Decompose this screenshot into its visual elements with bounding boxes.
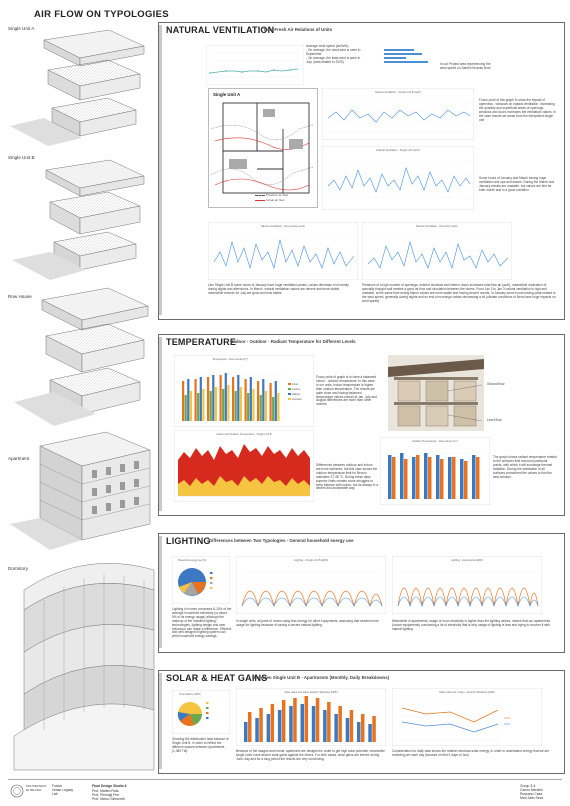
ventilation-side-bar [159, 25, 162, 315]
temperature-bar [245, 379, 247, 421]
temperature-bar [190, 391, 192, 421]
footer-lab: Fusion Urban Legacy Lab [52, 784, 74, 796]
temperature-bar [185, 395, 187, 421]
radiant-bar [428, 457, 432, 499]
lighting-caption-left: In single units, all parts of rooms using less energy for other equipments, assuming that needed more usage for lighting because of having a decent natural lighting. [236, 619, 379, 627]
poster-title: AIR FLOW ON TYPOLOGIES [34, 9, 169, 20]
temperature-note-2: Differences between outdoor and indoor are more bothered, but this case shows the outdoor temperature limit for Bera is maintains 37-38 °C. During these days superior limits creates some struggles to keep balance with indoor, but its always in a decent and acceptable way. [316, 463, 379, 491]
temperature-bar [222, 389, 224, 421]
solar-bar [357, 722, 361, 742]
floor-plan-legend-actual-label: Actual air flow [265, 198, 285, 202]
solar-bar [301, 704, 305, 742]
solar-bar [255, 718, 258, 742]
solar-bar [361, 714, 365, 742]
ventilation-project-note: In our Project area experiencing the wind speed on Santho Khasse level [440, 62, 491, 70]
temperature-bar [252, 389, 254, 421]
solar-bar [267, 714, 271, 742]
floor-plan-legend-pressure-label: Pressure air flow [265, 193, 289, 197]
section-tag-ground: Ground floor [487, 382, 505, 386]
section-tag-level: Level floor [487, 418, 502, 422]
radiant-bar [440, 459, 444, 499]
ventilation-speed-note: Average wind speed (km/h/hr) - On average, the most wind is seen in September. - On average, the least wind is seen in July. (data related to 2020) [306, 44, 361, 64]
wind-speed-chart [206, 45, 304, 85]
solar-bar [372, 716, 376, 742]
floor-plan-drawing [209, 89, 317, 207]
temperature-section-render [388, 355, 484, 431]
radiant-bar [452, 457, 456, 499]
solar-line-chart [392, 688, 542, 746]
ventilation-months-note: Some hours of January and March having huge ventilation airs ups and downs. During the March and January results are unstable, but values are fine for both month and in a good condition. [479, 176, 555, 192]
radiant-bar [436, 455, 440, 499]
temperature-bar [247, 393, 249, 421]
temperature-area-chart-title: Indoor and Outdoor Temperature - Single Unit B [216, 433, 272, 436]
solar-bar-chart [236, 688, 386, 746]
temperature-heading: TEMPERATURE [166, 337, 237, 347]
temperature-note-1: Focus point of graph is to have a balanced indoor - outdoor temperature. In this case, in our units, indoor temperature is higher than outdoor temperature. The results are quite close and having balanced temperature values overall at Jan, July and August differences are more than other months. [316, 375, 377, 407]
ventilation-focus-note: Focus point of this graph to show the impact of openness - windows on natural ventilation. Increasing the quantity and superficial areas of openings, windows and doors increases the ventilation values. In the case results we areas from the interpreted single unit [479, 98, 556, 122]
solar-side-bar [159, 673, 162, 769]
solar-bar-chart-title: Solar gains and Heat, Exterior Windows (kWh) [284, 691, 338, 694]
ventilation-heading: NATURAL VENTILATION [166, 25, 275, 35]
solar-bar [316, 698, 320, 742]
ventilation-chart-row-house [208, 222, 358, 280]
temperature-bar [220, 375, 222, 421]
solar-bar [305, 696, 309, 742]
ventilation-caption-right: Presence of a high number of openings, exterior windows and interior doors increases total flow air (ac/h), meanwhile replication of specially thought wall creates a good air flow and circulation between the dorms. From Jan 1 to Jan 3 natural ventilation is high and unstable, at the same time during March values are more stable and having decent results. In January some hours having peak related to the wind speed, generally during nights and on end of mornings values decreasing a lot (climate conditions of Bera have huge impacts on wind speed). [362, 283, 556, 303]
solar-bar [334, 714, 338, 742]
temperature-bar [277, 393, 279, 421]
temperature-bar [257, 381, 259, 421]
ventilation-chart-single-title: Natural Ventilation - Single Unit (ac/h) [376, 149, 420, 152]
temperature-bar [210, 391, 212, 421]
temperature-bar [250, 377, 252, 421]
temperature-bar [182, 381, 184, 421]
floor-plan-legend-actual [255, 198, 284, 202]
lighting-pie-note: Lighting in homes comprises 8-10% of the average household electricity (or about 5% of its energy usage) although the makeup of the installed lighting: technologies, lighting design and user behaviour can make a difference. Efficient and well designed lighting system can yield household energy savings. [172, 607, 232, 639]
temperature-bar [225, 373, 227, 421]
solar-bar [368, 724, 372, 742]
temperature-bar [197, 393, 199, 421]
project-wind-bar-chart [380, 47, 436, 67]
temperature-bar [207, 377, 209, 421]
footer-divider [8, 779, 562, 780]
radiant-bar [476, 457, 480, 499]
temperature-note-3: The graph shows radiant temperature related to the surfaces that surround particular points, with which it will exchange thermal radiation. During the realization of all surfaces considered the values to find the best solution. [493, 455, 557, 479]
solar-bar [259, 708, 263, 742]
floor-plan-legend-pressure [255, 193, 288, 197]
solar-pie-note: Showing the distribution heat balance of Single Unit B, in order to reflect the different spaces between Apartments (1,389 Tkt). [172, 737, 229, 753]
ventilation-subheading: Total Fresh Air Relations of Units [263, 27, 333, 32]
temperature-bar-chart [174, 355, 314, 427]
temperature-subheading: Indoor - Outdoor - Radiant Temperature for Different Levels [232, 339, 356, 344]
footer-logo-text: POLITECNICO DI MILANO [26, 784, 47, 792]
lighting-heading: LIGHTING [166, 536, 211, 546]
solar-pie-title: Heat balance (kWh) [179, 693, 201, 696]
temperature-bar [240, 387, 242, 421]
lighting-chart-apartments [392, 556, 542, 614]
svg-text:Outdoor: Outdoor [292, 389, 301, 391]
temperature-bar [202, 389, 204, 421]
temperature-area-chart [174, 430, 314, 502]
solar-bar [244, 722, 248, 742]
typology-label-row-house: Row House [8, 294, 32, 299]
solar-bar [327, 702, 331, 742]
ventilation-chart-single-b [322, 88, 474, 140]
typology-label-dormitory: Dormitory [8, 566, 28, 571]
lighting-side-bar [159, 536, 162, 648]
temperature-bar [237, 375, 239, 421]
temperature-bar [200, 377, 202, 421]
temperature-bar [215, 387, 217, 421]
svg-text:Indoor: Indoor [292, 384, 299, 386]
temperature-bar [262, 379, 264, 421]
ventilation-chart-dormitory-title: Natural Ventilation - Dormitory (ac/h) [416, 225, 458, 228]
lighting-chart-single-b-title: Lighting - Single Unit B [kWh] [294, 559, 328, 562]
ventilation-chart-dormitory [362, 222, 512, 280]
temperature-side-bar [159, 337, 162, 511]
temperature-bar [272, 397, 274, 421]
solar-bar [293, 698, 297, 742]
footer-course: Final Design Studio 6 [92, 784, 127, 788]
solar-bar [289, 706, 293, 742]
solar-bar [271, 704, 275, 742]
typology-label-single-b: Single Unit B [8, 155, 35, 160]
radiant-bar [388, 455, 392, 499]
temperature-bar [187, 379, 189, 421]
radiant-bar [392, 457, 396, 499]
radiant-bar [460, 459, 464, 499]
radiant-bar [472, 455, 476, 499]
temperature-bar-chart-title: Temperature - Row House [C°] [212, 358, 248, 361]
solar-line-chart-title: Solar Gains for 3 days - Exterior Windows (kWh) [439, 691, 495, 694]
solar-bar [282, 700, 286, 742]
solar-bar [278, 710, 282, 742]
radiant-bar [416, 455, 420, 499]
lighting-pie-chart [172, 556, 230, 604]
footer-group: Group 3-4 Cansu Mendes Rossano Casa Med Jalin Seva [520, 784, 544, 800]
ventilation-chart-row-house-title: Natural Ventilation - Row House (ac/h) [260, 225, 306, 228]
ventilation-floor-plan [208, 88, 318, 208]
temperature-bar [195, 379, 197, 421]
radiant-bar [404, 459, 408, 499]
temperature-bar [275, 381, 277, 421]
solar-pie-chart [172, 690, 230, 734]
radiant-temperature-chart-title: Radiant Temperature - Row House [C°] [412, 440, 458, 443]
lighting-chart-apartments-title: Lighting - Apartments [kWh] [451, 559, 483, 562]
solar-bar [312, 706, 316, 742]
typology-label-single-a: Single Unit A [8, 26, 35, 31]
temperature-bar [212, 375, 214, 421]
temperature-bar [270, 383, 272, 421]
university-seal-icon [10, 784, 24, 798]
radiant-bar [412, 457, 416, 499]
temperature-bar [265, 391, 267, 421]
radiant-bar [400, 453, 404, 499]
temperature-bar [235, 391, 237, 421]
ventilation-chart-single [322, 146, 474, 210]
solar-bar [346, 718, 350, 742]
solar-bar [248, 712, 252, 742]
solar-subheading: between Single Unit B - Apartments (Monthly, Daily Breakdowns) [254, 675, 390, 680]
lighting-caption-right: Meanwhile in apartments, usage of room electricity is higher than the lighting values, means that our apartments (house equipments) consuming a lot of electricity that is why usage of lighting is less and trying to recover it with natural lighting. [392, 619, 551, 631]
svg-text:Operative: Operative [292, 399, 302, 401]
ventilation-chart-single-b-title: Natural Ventilation - Single Unit B (ac/h) [375, 91, 421, 94]
footer-professors: Prof. Matteo Ruta Prof. Pierluigi Ferr Prof. Marco Simonetti [92, 789, 125, 801]
solar-bar [338, 706, 342, 742]
radiant-bar [424, 453, 428, 499]
radiant-bar [448, 457, 452, 499]
solar-caption-right: Consideration for daily data shows the relation windows-solar energy, in order to understand energy that we are receiving per each day (focused on first 3 days of Jan). [392, 749, 550, 757]
solar-caption-left: Because of the usages and needs, apartment are designed in order to get high solar potential, meanwhile single units' have decent solar gains against the others. For both cases, solar gains are interior during June-July and for a long period the results are very convincing. [236, 749, 385, 761]
floor-plan-label: Single Unit A [213, 92, 241, 97]
lighting-pie-title: Household energy use (%) [177, 559, 207, 562]
temperature-bar [227, 385, 229, 421]
temperature-bar [260, 395, 262, 421]
ventilation-caption-left: Like Single Unit B some hours of January have huge ventilation peaks, values decrease a lot mostly during nights and afternoons. In March, natural ventilation values are decent and more stable, meanwhile records for July are good and less stable. [208, 283, 349, 295]
solar-heading: SOLAR & HEAT GAINS [166, 673, 268, 683]
temperature-bar [232, 377, 234, 421]
solar-bar [323, 710, 327, 742]
typology-axonometric-drawings [4, 30, 156, 775]
solar-bar [350, 710, 354, 742]
svg-text:Radiant: Radiant [292, 394, 300, 396]
lighting-subheading: Differences between Two Typologies - General household energy use [209, 538, 354, 543]
typology-label-apartment: Apartment [8, 456, 30, 461]
radiant-temperature-chart [380, 437, 490, 505]
radiant-bar [464, 461, 468, 499]
lighting-chart-single-b [236, 556, 386, 614]
